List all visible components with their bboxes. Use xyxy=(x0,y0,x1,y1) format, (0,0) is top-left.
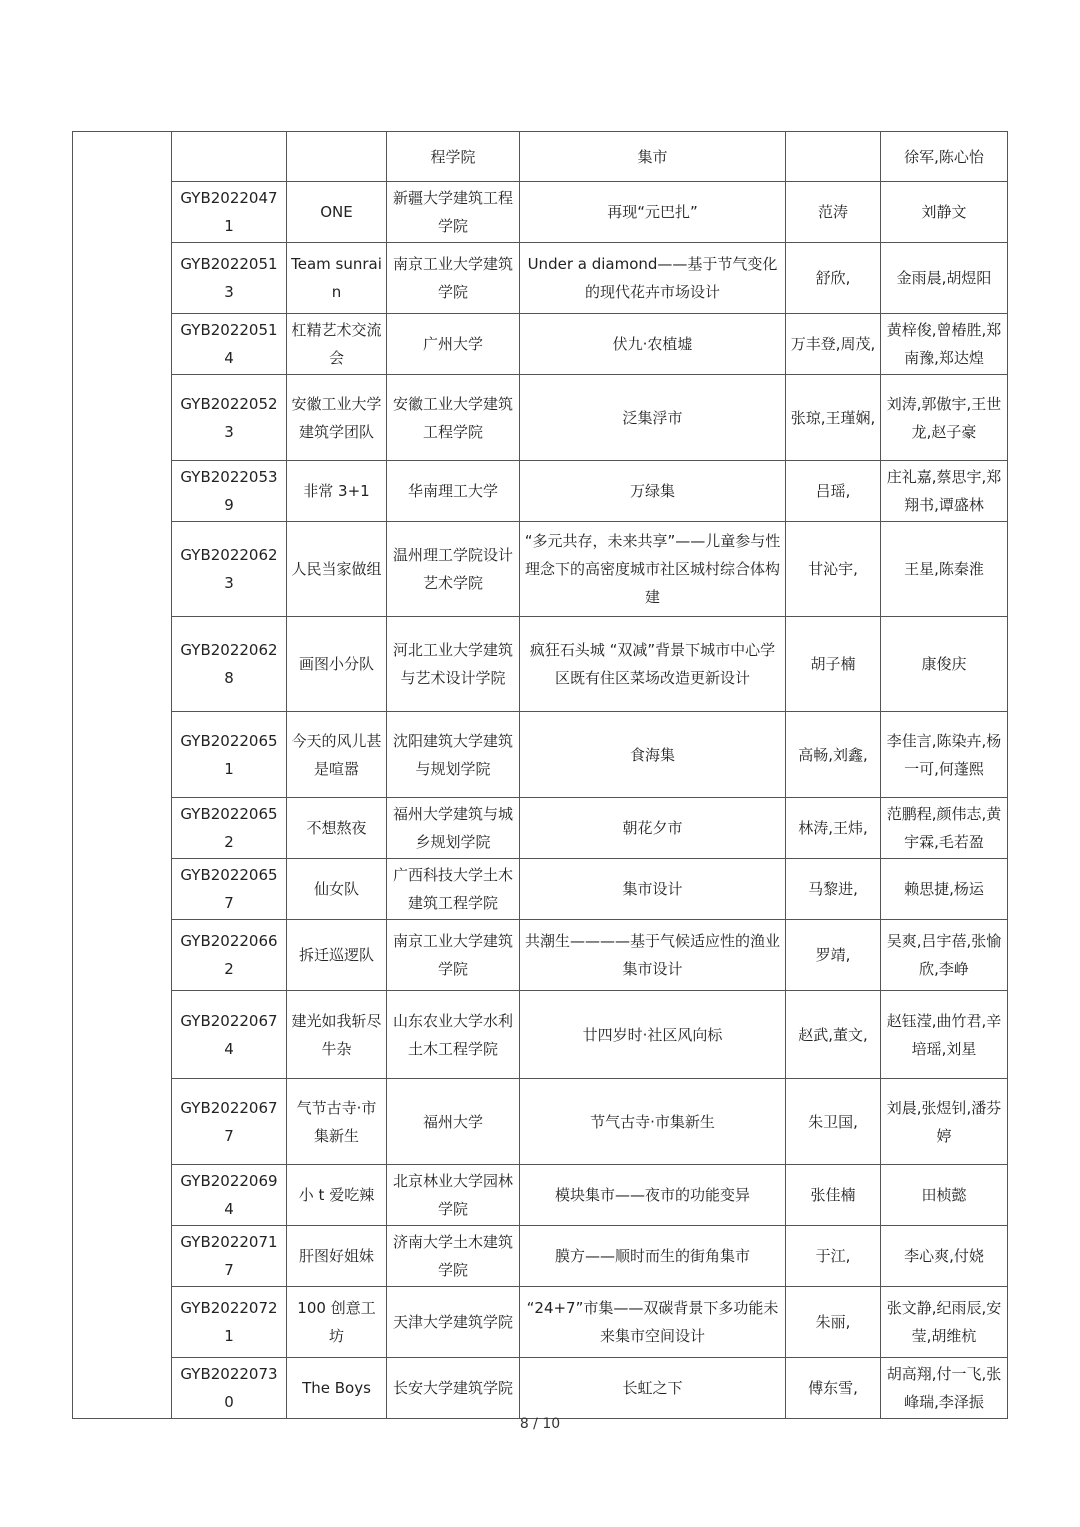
members-cell: 黄梓俊,曾椿胜,郑南豫,郑达煌 xyxy=(881,314,1008,375)
code-cell: GYB20220513 xyxy=(172,243,287,314)
project-cell: 膜方——顺时而生的街角集市 xyxy=(520,1226,786,1287)
code-cell: GYB20220717 xyxy=(172,1226,287,1287)
table-row xyxy=(73,1165,1008,1226)
team-cell: 气节古寺·市集新生 xyxy=(287,1079,387,1165)
code-cell: GYB20220674 xyxy=(172,991,287,1079)
table-row xyxy=(73,1287,1008,1358)
mentor-cell: 舒欣, xyxy=(786,243,881,314)
project-cell: 疯狂石头城 “双减”背景下城市中心学区既有住区菜场改造更新设计 xyxy=(520,617,786,712)
members-cell: 李佳言,陈染卉,杨一可,何蓬熙 xyxy=(881,712,1008,798)
page-number: 8 / 10 xyxy=(519,1416,561,1432)
team-cell: 今天的风儿甚是喧嚣 xyxy=(287,712,387,798)
members-cell: 赵钰滢,曲竹君,辛培瑶,刘星 xyxy=(881,991,1008,1079)
code-cell xyxy=(172,132,287,182)
code-cell: GYB20220628 xyxy=(172,617,287,712)
table-row xyxy=(73,461,1008,522)
mentor-cell: 于江, xyxy=(786,1226,881,1287)
project-cell: 模块集市——夜市的功能变异 xyxy=(520,1165,786,1226)
college-cell: 南京工业大学建筑学院 xyxy=(387,920,520,991)
team-cell: 安徽工业大学建筑学团队 xyxy=(287,375,387,461)
college-cell: 广西科技大学土木建筑工程学院 xyxy=(387,859,520,920)
table-row xyxy=(73,859,1008,920)
mentor-cell: 吕瑶, xyxy=(786,461,881,522)
code-cell: GYB20220651 xyxy=(172,712,287,798)
members-cell: 康俊庆 xyxy=(881,617,1008,712)
project-cell: 再现“元巴扎” xyxy=(520,182,786,243)
members-cell: 田桢懿 xyxy=(881,1165,1008,1226)
team-cell: 人民当家做组 xyxy=(287,522,387,617)
table-row xyxy=(73,375,1008,461)
table-row xyxy=(73,243,1008,314)
project-cell: 集市设计 xyxy=(520,859,786,920)
project-cell: 泛集浮市 xyxy=(520,375,786,461)
college-cell: 天津大学建筑学院 xyxy=(387,1287,520,1358)
table-row xyxy=(73,1358,1008,1419)
table-row xyxy=(73,798,1008,859)
project-cell: 共潮生————基于气候适应性的渔业集市设计 xyxy=(520,920,786,991)
mentor-cell: 罗靖, xyxy=(786,920,881,991)
mentor-cell: 张琼,王瑾娴, xyxy=(786,375,881,461)
team-cell: 肝图好姐妹 xyxy=(287,1226,387,1287)
college-cell: 南京工业大学建筑学院 xyxy=(387,243,520,314)
merged-category-cell xyxy=(73,132,172,1419)
table-row xyxy=(73,522,1008,617)
code-cell: GYB20220657 xyxy=(172,859,287,920)
team-cell: 小 t 爱吃辣 xyxy=(287,1165,387,1226)
college-cell: 山东农业大学水利土木工程学院 xyxy=(387,991,520,1079)
college-cell: 沈阳建筑大学建筑与规划学院 xyxy=(387,712,520,798)
mentor-cell: 张佳楠 xyxy=(786,1165,881,1226)
members-cell: 胡高翔,付一飞,张峰瑞,李泽振 xyxy=(881,1358,1008,1419)
members-cell: 庄礼嘉,蔡思宇,郑翔书,谭盛林 xyxy=(881,461,1008,522)
mentor-cell: 朱卫国, xyxy=(786,1079,881,1165)
project-cell: “24+7”市集——双碳背景下多功能未来集市空间设计 xyxy=(520,1287,786,1358)
members-cell: 王星,陈秦淮 xyxy=(881,522,1008,617)
code-cell: GYB20220623 xyxy=(172,522,287,617)
table-row xyxy=(73,182,1008,243)
members-cell: 范鹏程,颜伟志,黄宇霖,毛若盈 xyxy=(881,798,1008,859)
project-cell: 食海集 xyxy=(520,712,786,798)
table-row xyxy=(73,991,1008,1079)
registration-table xyxy=(72,131,1008,1419)
college-cell: 长安大学建筑学院 xyxy=(387,1358,520,1419)
college-cell: 福州大学建筑与城乡规划学院 xyxy=(387,798,520,859)
team-cell: 仙女队 xyxy=(287,859,387,920)
team-cell: 不想熬夜 xyxy=(287,798,387,859)
team-cell: 杠精艺术交流会 xyxy=(287,314,387,375)
college-cell: 温州理工学院设计艺术学院 xyxy=(387,522,520,617)
members-cell: 李心爽,付娆 xyxy=(881,1226,1008,1287)
project-cell: 长虹之下 xyxy=(520,1358,786,1419)
project-cell: 朝花夕市 xyxy=(520,798,786,859)
team-cell: Team sunrain xyxy=(287,243,387,314)
team-cell: 画图小分队 xyxy=(287,617,387,712)
team-cell xyxy=(287,132,387,182)
members-cell: 金雨晨,胡煜阳 xyxy=(881,243,1008,314)
team-cell: 建光如我斩尽牛杂 xyxy=(287,991,387,1079)
mentor-cell: 胡子楠 xyxy=(786,617,881,712)
mentor-cell: 朱丽, xyxy=(786,1287,881,1358)
code-cell: GYB20220721 xyxy=(172,1287,287,1358)
college-cell: 安徽工业大学建筑工程学院 xyxy=(387,375,520,461)
table-row xyxy=(73,617,1008,712)
college-cell: 华南理工大学 xyxy=(387,461,520,522)
table-row xyxy=(73,712,1008,798)
team-cell: ONE xyxy=(287,182,387,243)
table-row xyxy=(73,314,1008,375)
code-cell: GYB20220652 xyxy=(172,798,287,859)
mentor-cell: 高畅,刘鑫, xyxy=(786,712,881,798)
team-cell: 拆迁巡逻队 xyxy=(287,920,387,991)
members-cell: 吴爽,吕宇蓓,张愉欣,李峥 xyxy=(881,920,1008,991)
project-cell: Under a diamond——基于节气变化的现代花卉市场设计 xyxy=(520,243,786,314)
team-cell: 100 创意工坊 xyxy=(287,1287,387,1358)
members-cell: 刘静文 xyxy=(881,182,1008,243)
table-row xyxy=(73,920,1008,991)
table-row xyxy=(73,1079,1008,1165)
team-cell: The Boys xyxy=(287,1358,387,1419)
code-cell: GYB20220523 xyxy=(172,375,287,461)
members-cell: 赖思捷,杨运 xyxy=(881,859,1008,920)
members-cell: 徐军,陈心怡 xyxy=(881,132,1008,182)
code-cell: GYB20220730 xyxy=(172,1358,287,1419)
college-cell: 程学院 xyxy=(387,132,520,182)
code-cell: GYB20220514 xyxy=(172,314,287,375)
code-cell: GYB20220471 xyxy=(172,182,287,243)
mentor-cell xyxy=(786,132,881,182)
project-cell: 廿四岁时·社区风向标 xyxy=(520,991,786,1079)
members-cell: 刘涛,郭傲宇,王世龙,赵子豪 xyxy=(881,375,1008,461)
project-cell: 节气古寺·市集新生 xyxy=(520,1079,786,1165)
code-cell: GYB20220694 xyxy=(172,1165,287,1226)
college-cell: 福州大学 xyxy=(387,1079,520,1165)
mentor-cell: 范涛 xyxy=(786,182,881,243)
project-cell: 集市 xyxy=(520,132,786,182)
table-row xyxy=(73,132,1008,182)
college-cell: 北京林业大学园林学院 xyxy=(387,1165,520,1226)
mentor-cell: 赵武,董文, xyxy=(786,991,881,1079)
college-cell: 河北工业大学建筑与艺术设计学院 xyxy=(387,617,520,712)
code-cell: GYB20220677 xyxy=(172,1079,287,1165)
mentor-cell: 傅东雪, xyxy=(786,1358,881,1419)
code-cell: GYB20220662 xyxy=(172,920,287,991)
code-cell: GYB20220539 xyxy=(172,461,287,522)
table-row xyxy=(73,1226,1008,1287)
team-cell: 非常 3+1 xyxy=(287,461,387,522)
college-cell: 广州大学 xyxy=(387,314,520,375)
mentor-cell: 林涛,王炜, xyxy=(786,798,881,859)
college-cell: 济南大学土木建筑学院 xyxy=(387,1226,520,1287)
project-cell: “多元共存，未来共享”——儿童参与性理念下的高密度城市社区城村综合体构建 xyxy=(520,522,786,617)
members-cell: 张文静,纪雨辰,安莹,胡维杭 xyxy=(881,1287,1008,1358)
college-cell: 新疆大学建筑工程学院 xyxy=(387,182,520,243)
mentor-cell: 万丰登,周茂, xyxy=(786,314,881,375)
project-cell: 伏九·农植墟 xyxy=(520,314,786,375)
mentor-cell: 甘沁宇, xyxy=(786,522,881,617)
members-cell: 刘晨,张煜钊,潘芬婷 xyxy=(881,1079,1008,1165)
project-cell: 万绿集 xyxy=(520,461,786,522)
mentor-cell: 马黎进, xyxy=(786,859,881,920)
